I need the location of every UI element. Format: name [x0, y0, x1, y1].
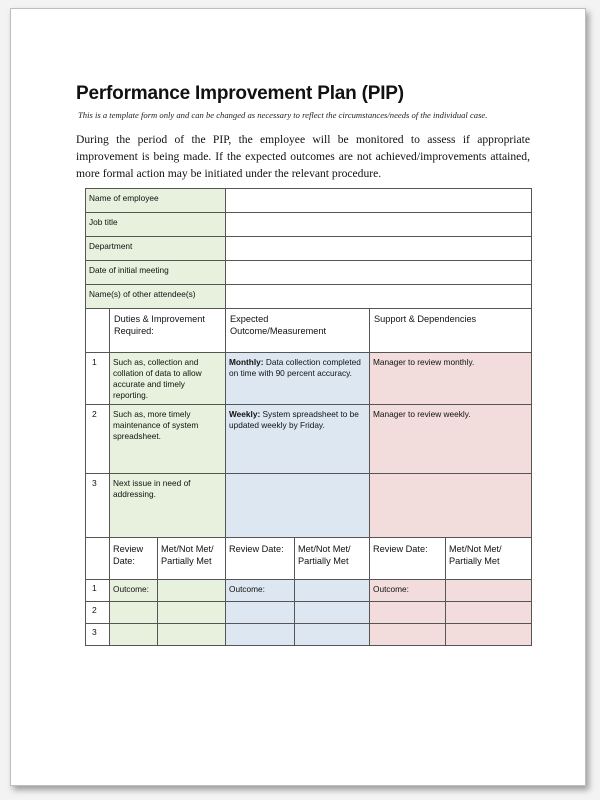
plan-row-number: 2 — [86, 405, 110, 474]
review-number-header — [86, 538, 110, 580]
plan-header-row — [86, 309, 532, 353]
info-row-department — [86, 237, 532, 261]
duties-header: Duties & Improvement Required: — [110, 309, 226, 353]
pip-form-table — [85, 188, 532, 646]
expected-cell[interactable] — [226, 474, 370, 538]
plan-row-number: 1 — [86, 353, 110, 405]
met-cell-1[interactable] — [158, 624, 226, 646]
met-cell-1[interactable] — [158, 602, 226, 624]
name-of-employee-field[interactable] — [226, 189, 532, 213]
other-attendees-label: Name(s) of other attendee(s) — [86, 285, 226, 309]
date-of-initial-meeting-label: Date of initial meeting — [86, 261, 226, 285]
outcome-cell-1[interactable] — [110, 624, 158, 646]
outcome-row-number: 3 — [86, 624, 110, 646]
other-attendees-field[interactable] — [226, 285, 532, 309]
plan-row-number: 3 — [86, 474, 110, 538]
expected-cell[interactable] — [226, 353, 370, 405]
outcome-cell-3[interactable] — [370, 602, 446, 624]
outcome-cell-2[interactable] — [226, 602, 295, 624]
expected-cell[interactable] — [226, 405, 370, 474]
outcome-cell-3[interactable]: Outcome: — [370, 580, 446, 602]
outcome-cell-1[interactable]: Outcome: — [110, 580, 158, 602]
outcome-cell-3[interactable] — [370, 624, 446, 646]
support-cell[interactable]: Manager to review monthly. — [370, 353, 532, 405]
job-title-field[interactable] — [226, 213, 532, 237]
review-date-header-3: Review Date: — [370, 538, 446, 580]
duty-cell[interactable]: Such as, more timely maintenance of system spreadsheet. — [110, 405, 226, 474]
plan-row — [86, 474, 532, 538]
met-header-1: Met/Not Met/ Partially Met — [158, 538, 226, 580]
info-row-job — [86, 213, 532, 237]
job-title-label: Job title — [86, 213, 226, 237]
met-cell-3[interactable] — [446, 624, 532, 646]
outcome-row — [86, 624, 532, 646]
review-date-header-1: Review Date: — [110, 538, 158, 580]
department-field[interactable] — [226, 237, 532, 261]
duty-cell[interactable]: Next issue in need of addressing. — [110, 474, 226, 538]
info-row-meeting — [86, 261, 532, 285]
expected-outcome-header: Expected Outcome/Measurement — [226, 309, 370, 353]
plan-number-header — [86, 309, 110, 353]
expected-text: Data collection completed on time with 90 percent accuracy. — [229, 357, 361, 378]
plan-row — [86, 405, 532, 474]
info-row-employee — [86, 189, 532, 213]
met-cell-2[interactable] — [295, 624, 370, 646]
date-of-initial-meeting-field[interactable] — [226, 261, 532, 285]
support-header: Support & Dependencies — [370, 309, 532, 353]
expected-text: System spreadsheet to be updated weekly by Friday. — [229, 409, 359, 430]
support-cell[interactable] — [370, 474, 532, 538]
outcome-row — [86, 602, 532, 624]
plan-row — [86, 353, 532, 405]
outcome-cell-2[interactable] — [226, 624, 295, 646]
met-header-3: Met/Not Met/ Partially Met — [446, 538, 532, 580]
document-title: Performance Improvement Plan (PIP) — [76, 83, 404, 104]
review-date-header-2: Review Date: — [226, 538, 295, 580]
review-header-row — [86, 538, 532, 580]
expected-frequency: Monthly: — [229, 357, 264, 367]
support-cell[interactable]: Manager to review weekly. — [370, 405, 532, 474]
outcome-cell-1[interactable] — [110, 602, 158, 624]
name-of-employee-label: Name of employee — [86, 189, 226, 213]
met-cell-3[interactable] — [446, 580, 532, 602]
met-cell-1[interactable] — [158, 580, 226, 602]
outcome-row — [86, 580, 532, 602]
outcome-cell-2[interactable]: Outcome: — [226, 580, 295, 602]
expected-frequency: Weekly: — [229, 409, 261, 419]
met-cell-2[interactable] — [295, 580, 370, 602]
met-header-2: Met/Not Met/ Partially Met — [295, 538, 370, 580]
info-row-attendees — [86, 285, 532, 309]
outcome-row-number: 1 — [86, 580, 110, 602]
outcome-row-number: 2 — [86, 602, 110, 624]
met-cell-2[interactable] — [295, 602, 370, 624]
duty-cell[interactable]: Such as, collection and collation of data to allow accurate and timely reporting. — [110, 353, 226, 405]
document-subtitle: This is a template form only and can be changed as necessary to reflect the circumstances/needs of the individual case. — [78, 110, 488, 120]
met-cell-3[interactable] — [446, 602, 532, 624]
intro-paragraph: During the period of the PIP, the employee will be monitored to assess if appropriate improvement is being made. If the expected outcomes are not achieved/improvements attained, more formal action may be initiated under the relevant procedure. — [76, 133, 530, 180]
department-label: Department — [86, 237, 226, 261]
